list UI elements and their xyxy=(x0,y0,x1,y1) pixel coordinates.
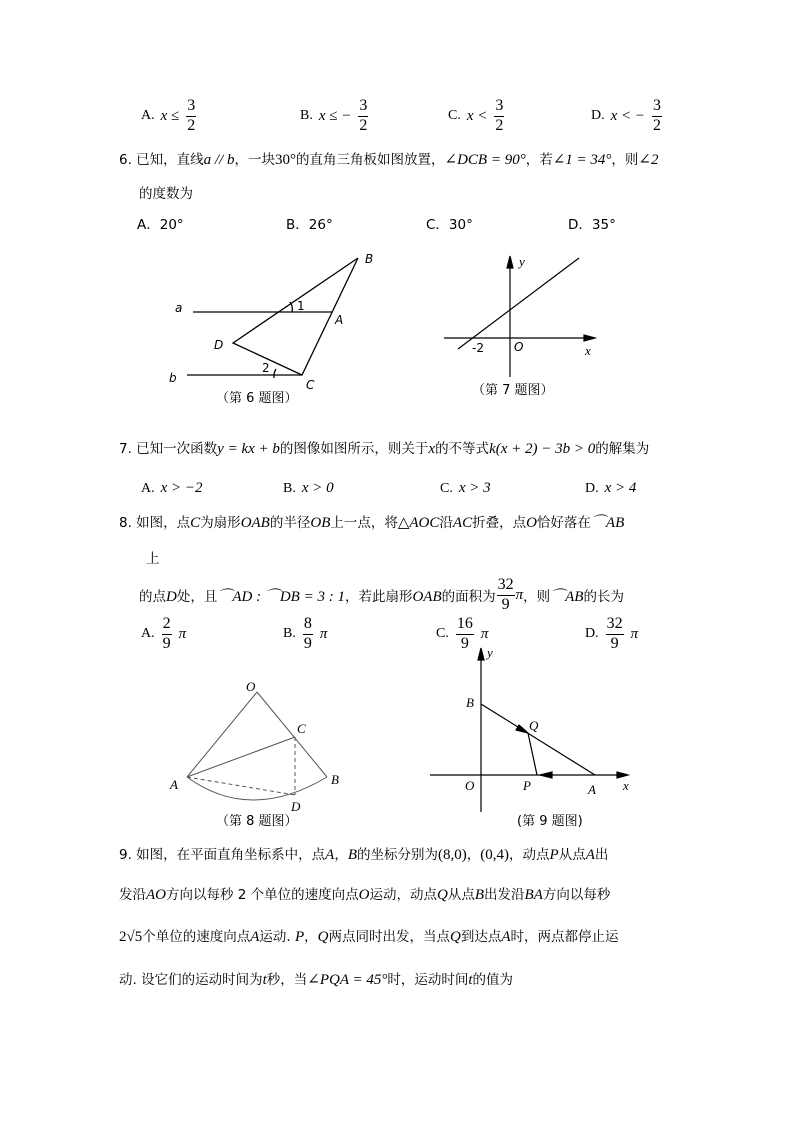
fraction: $\frac{32}{9}$ xyxy=(497,576,514,613)
label-x: x xyxy=(623,778,629,793)
segment-ba xyxy=(481,704,595,775)
math-text: ⌒AB xyxy=(590,515,625,531)
math-text: ⌒AD : ⌒DB = 3 : 1 xyxy=(217,588,345,605)
text: 出发沿 xyxy=(484,887,525,903)
q9-line-2 xyxy=(119,888,610,903)
math-text: (0,4) xyxy=(480,847,510,863)
text: 上 xyxy=(146,551,160,567)
segment-pq xyxy=(528,733,537,775)
q9-line-1 xyxy=(119,848,608,863)
math-text: t xyxy=(468,972,473,988)
label-y: y xyxy=(519,254,525,269)
label-origin: O xyxy=(514,340,524,354)
text: ，一块 xyxy=(234,152,276,168)
text: 秒，当 xyxy=(266,972,308,988)
label-B: B xyxy=(466,695,474,710)
label-D: D xyxy=(214,338,224,352)
text: 的长为 xyxy=(583,588,624,605)
q5-option-a: A. x ≤ $\frac{3}{2}$ xyxy=(141,97,196,134)
text: ， xyxy=(304,929,318,945)
text: 运动，动点 xyxy=(369,887,438,903)
fraction: $\frac{2}{9}$ xyxy=(162,615,171,652)
math-text: △AOC xyxy=(397,515,440,531)
text: ，则 xyxy=(523,588,551,605)
text: 动. 设它们的运动时间为 xyxy=(119,972,263,988)
text: 6. 已知，直线 xyxy=(119,152,204,168)
label-D: D xyxy=(291,799,301,814)
text: ， xyxy=(334,847,348,863)
label-O: O xyxy=(246,679,256,694)
label-A: A xyxy=(335,313,344,327)
fig8-caption: （第 8 题图） xyxy=(216,814,298,829)
text: 为扇形 xyxy=(200,515,241,531)
text: 8. 如图，点 xyxy=(119,515,191,531)
q8-line-3: 的点D处，且⌒AD : ⌒DB = 3 : 1，若此扇形OAB的面积为 $\frac{32}{9}$ π ，则⌒AB的长为 xyxy=(139,576,624,613)
math-text: A xyxy=(585,847,595,863)
label-angle-1: 1 xyxy=(297,299,305,313)
fraction: $\frac{3}{2}$ xyxy=(653,97,662,134)
math-text: x xyxy=(428,441,436,457)
q8-option-b: B. $\frac{8}{9}$ π xyxy=(283,615,328,652)
math-text: 30° xyxy=(275,152,297,168)
text: ，若 xyxy=(525,152,553,168)
label-Q: Q xyxy=(529,718,539,733)
text: 到达点 xyxy=(460,929,502,945)
text: 时，两点都停止运 xyxy=(510,929,619,945)
label-C: C xyxy=(306,378,315,392)
text: 的图像如图所示，则关于 xyxy=(279,441,429,457)
math-text: (8,0) xyxy=(438,847,467,863)
q6-option-b: B．26° xyxy=(286,217,333,233)
text: 方向以每秒 2 个单位的速度向点 xyxy=(166,887,359,903)
text: 的半径 xyxy=(269,515,311,531)
text: 9. 如图，在平面直角坐标系中，点 xyxy=(119,847,326,863)
math-text: B xyxy=(474,887,485,903)
q8-option-a: A. $\frac{2}{9}$ π xyxy=(141,615,187,652)
q9-line-4 xyxy=(119,973,513,988)
math-text: C xyxy=(190,515,201,531)
math-text: OAB xyxy=(240,515,270,531)
math-text: A xyxy=(250,929,260,945)
label-A: A xyxy=(588,782,596,797)
text: 的面积为 xyxy=(441,588,496,605)
text: 从点 xyxy=(558,847,586,863)
math-text: a // b xyxy=(203,152,235,168)
q9-line-3 xyxy=(119,930,619,945)
q5-option-b: B. x ≤ − $\frac{3}{2}$ xyxy=(300,97,368,134)
math-text: P xyxy=(295,929,305,945)
text: 恰好落在 xyxy=(536,515,591,531)
math-text: ∠2 xyxy=(638,152,659,168)
math-text: A xyxy=(325,847,335,863)
q7-option-a: A. x > −2 xyxy=(141,480,203,496)
math-text: O xyxy=(358,887,370,903)
x-axis-arrow-icon xyxy=(584,335,595,341)
q7-option-c: C. x > 3 xyxy=(440,480,491,496)
figure-7 xyxy=(444,256,595,377)
text: 的度数为 xyxy=(139,186,193,202)
figure-8 xyxy=(187,692,327,800)
q5-option-d: D. x < − $\frac{3}{2}$ xyxy=(591,97,662,134)
label-B: B xyxy=(331,772,339,787)
math-text: y = kx + b xyxy=(217,441,280,457)
q6-option-a: A．20° xyxy=(137,217,184,233)
math-text: OB xyxy=(310,515,331,531)
math-text: Q xyxy=(450,929,461,945)
math-text: BA xyxy=(524,887,543,903)
math-text: Q xyxy=(317,929,329,945)
text: 沿 xyxy=(439,515,453,531)
fraction: $\frac{3}{2}$ xyxy=(187,97,196,134)
math-text: B xyxy=(347,847,358,863)
math-text: ∠PQA = 45° xyxy=(307,972,388,988)
label-x: x xyxy=(585,343,591,358)
fraction: $\frac{3}{2}$ xyxy=(359,97,368,134)
q8-line-2 xyxy=(146,553,160,567)
q8-line-3-start xyxy=(139,585,496,606)
text: ，动点 xyxy=(509,847,550,863)
q8-option-d: D. $\frac{32}{9}$ π xyxy=(585,615,639,652)
fraction: $\frac{16}{9}$ xyxy=(456,615,473,652)
math-text: Q xyxy=(437,887,448,903)
label-P: P xyxy=(523,778,531,793)
math-text: ∠DCB = 90° xyxy=(444,152,526,168)
fig9-caption: (第 9 题图) xyxy=(517,814,583,829)
label-O: O xyxy=(465,778,475,793)
text: 的坐标分别为 xyxy=(357,847,439,863)
label-A: A xyxy=(170,777,178,792)
text: 7. 已知一次函数 xyxy=(119,441,218,457)
label-b: b xyxy=(169,371,177,385)
q5-option-c: C. x < $\frac{3}{2}$ xyxy=(448,97,504,134)
text: 出 xyxy=(594,847,609,863)
math-text: AO xyxy=(146,887,166,903)
q7-option-b: B. x > 0 xyxy=(283,480,334,496)
text: 个单位的速度向点 xyxy=(142,929,251,945)
label-y: y xyxy=(487,645,493,660)
text: 折叠，点 xyxy=(472,515,527,531)
math-text: ⌒AB xyxy=(550,588,584,605)
math-text: ∠1 = 34° xyxy=(552,152,612,168)
p-direction-arrow-icon xyxy=(540,772,552,778)
text: 运动. xyxy=(259,929,295,945)
label-B: B xyxy=(365,252,374,266)
math-text: D xyxy=(166,588,177,605)
q6-option-d: D．35° xyxy=(568,217,616,233)
y-axis-arrow-icon xyxy=(507,256,513,268)
text: 时，运动时间 xyxy=(387,972,469,988)
label-neg-2: -2 xyxy=(472,341,484,355)
text: ，则 xyxy=(611,152,639,168)
math-text: AC xyxy=(452,515,473,531)
text: 的不等式 xyxy=(435,441,490,457)
label-a: a xyxy=(175,301,183,315)
label-C: C xyxy=(297,721,306,736)
text: 上一点，将 xyxy=(330,515,398,531)
math-text: A xyxy=(501,929,511,945)
q8-option-c: C. $\frac{16}{9}$ π xyxy=(436,615,489,652)
text: ， xyxy=(466,847,481,863)
fraction: $\frac{3}{2}$ xyxy=(495,97,504,134)
text: 的点 xyxy=(139,588,166,605)
fraction: $\frac{32}{9}$ xyxy=(606,615,623,652)
text: ，若此扇形 xyxy=(344,588,413,605)
q-direction-arrow-icon xyxy=(516,725,528,733)
text: 两点同时出发，当点 xyxy=(328,929,451,945)
angle-2-arc xyxy=(274,369,276,378)
q8-line-3-end xyxy=(523,585,624,606)
math-text: 2√5 xyxy=(119,929,143,945)
text: 的解集为 xyxy=(595,441,650,457)
q7-line-1 xyxy=(119,442,649,457)
fig7-caption: （第 7 题图） xyxy=(472,383,554,398)
text: 发沿 xyxy=(119,887,146,903)
fraction: $\frac{8}{9}$ xyxy=(303,615,312,652)
fig6-caption: （第 6 题图） xyxy=(216,391,298,406)
math-text: O xyxy=(526,515,537,531)
function-line xyxy=(458,258,579,349)
q8-line-1 xyxy=(119,516,624,531)
label-angle-2: 2 xyxy=(262,361,270,375)
segment-ad xyxy=(187,777,295,795)
text: 从点 xyxy=(447,887,475,903)
math-text: OAB xyxy=(412,588,442,605)
math-text: t xyxy=(262,972,267,988)
math-text: k(x + 2) − 3b > 0 xyxy=(489,441,596,457)
figure-6 xyxy=(187,258,358,378)
q7-option-d: D. x > 4 xyxy=(585,480,637,496)
math-text: P xyxy=(549,847,559,863)
text: 处，且 xyxy=(176,588,218,605)
text: 方向以每秒 xyxy=(542,887,611,903)
radius-ob xyxy=(257,692,327,777)
text: 的值为 xyxy=(472,972,514,988)
q6-option-c: C．30° xyxy=(426,217,473,233)
text: 的直角三角板如图放置， xyxy=(296,152,445,168)
